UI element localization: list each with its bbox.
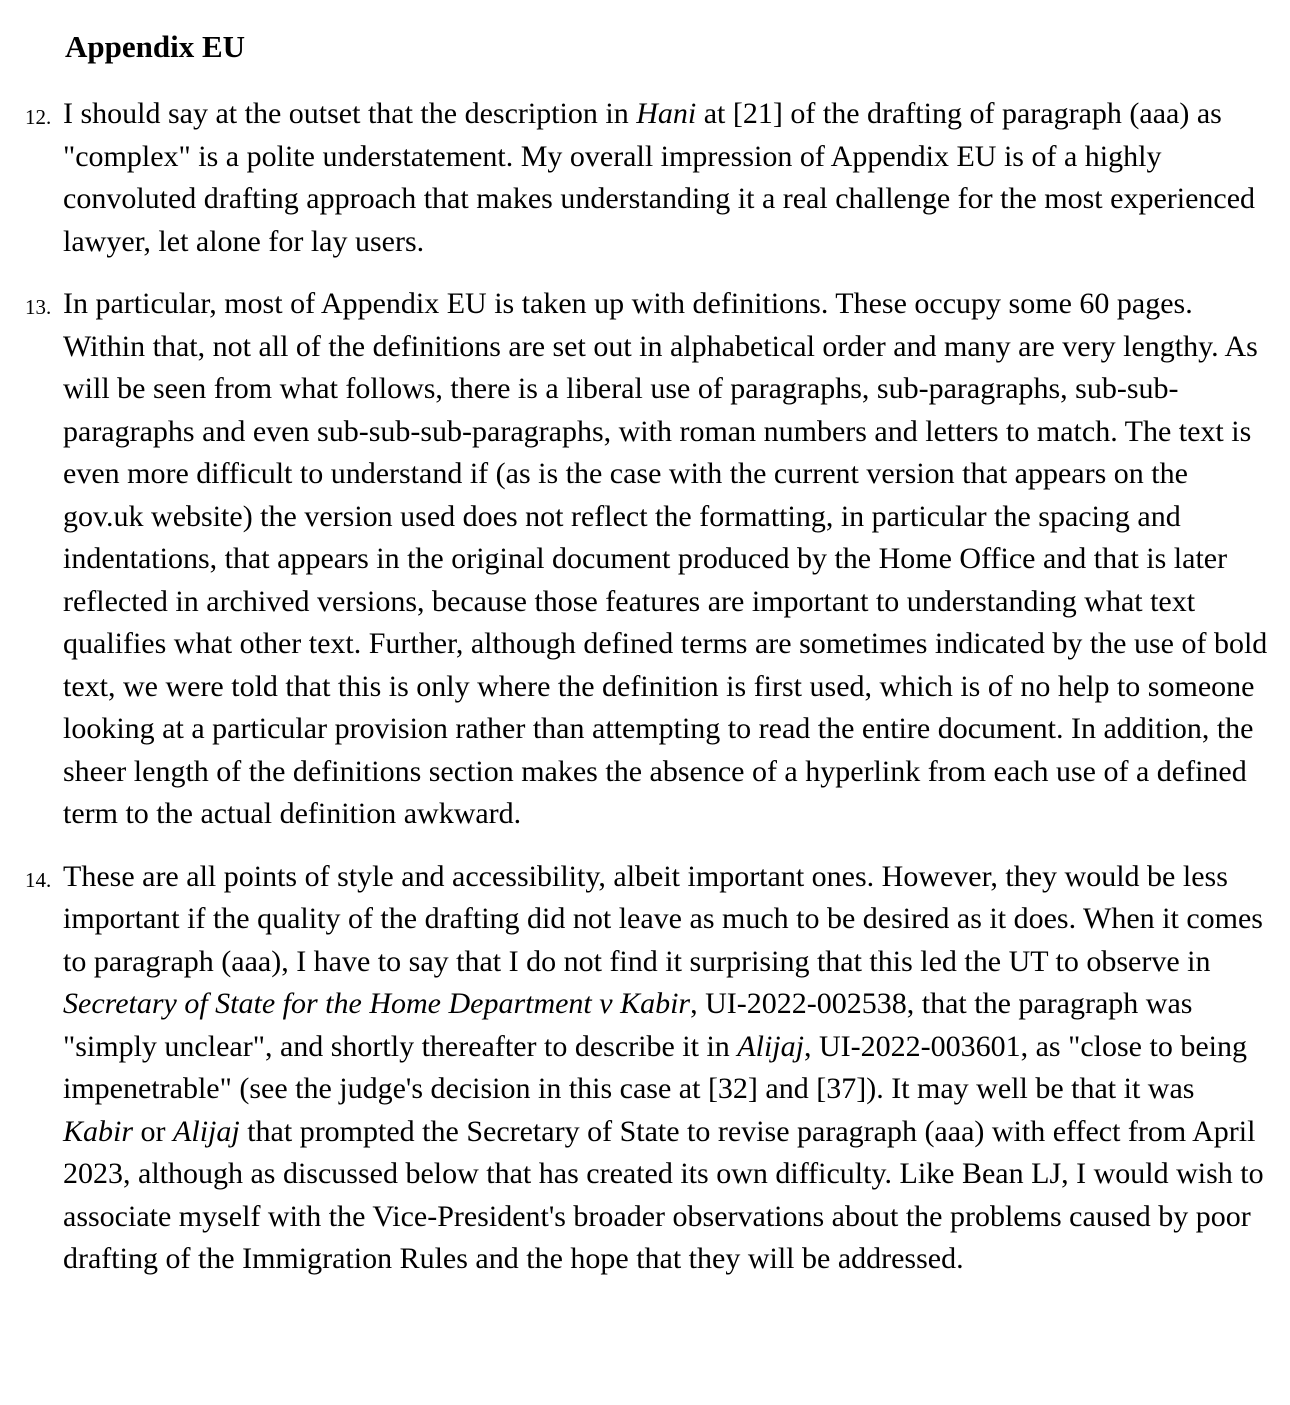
text-run: These are all points of style and accessibility, albeit important ones. However, they would be less important if the quality of the drafting did not leave as much to be desired as it does. When it comes to paragraph (aaa), I have to say that I do not find it surprising that this led the UT to observe in bbox=[63, 859, 1263, 978]
paragraph-number: 14. bbox=[25, 867, 52, 892]
text-run: that prompted the Secretary of State to revise paragraph (aaa) with effect from April 2023, although as discussed below that has created its own difficulty. Like Bean LJ, I would wish to associate myself with the Vice-President's broader observations about the problems caused by poor drafting of the Immigration Rules and the hope that they will be addressed. bbox=[63, 1114, 1264, 1275]
paragraph-text bbox=[63, 93, 1270, 263]
text-run: , UI-2022-003601, as "close to being impenetrable" (see the judge's decision in this case at [32] and [37]). It may well be that it was bbox=[63, 1029, 1247, 1105]
paragraph-text bbox=[63, 856, 1270, 1281]
text-run: at [21] of the drafting of paragraph (aaa) as "complex" is a polite understatement. My overall impression of Appendix EU is of a highly convoluted drafting approach that makes understanding it a real challenge for the most experienced lawyer, let alone for lay users. bbox=[63, 97, 1256, 258]
paragraph bbox=[0, 283, 1270, 836]
judgment-paragraphs bbox=[0, 93, 1270, 1281]
case-name: Hani bbox=[636, 97, 697, 130]
case-name: Kabir bbox=[63, 1114, 134, 1148]
text-run: or bbox=[133, 1114, 174, 1148]
paragraph bbox=[0, 856, 1270, 1281]
case-name: Alijaj bbox=[173, 1114, 240, 1148]
paragraph-number: 13. bbox=[25, 295, 52, 319]
case-name: Secretary of State for the Home Department v Kabir bbox=[63, 987, 691, 1020]
paragraph bbox=[0, 93, 1270, 263]
text-run: In particular, most of Appendix EU is taken up with definitions. These occupy some 60 pages. Within that, not all of the definitions are set out in alphabetical order and many are very lengthy. As will be seen from what follows, there is a liberal use of paragraphs, sub-paragraphs, sub-sub-paragraphs and even sub-sub-sub-paragraphs, with roman numbers and letters to match. The text is even more difficult to understand if (as is the case with the current version that appears on the gov.uk website) the version used does not reflect the formatting, in particular the spacing and indentations, that appears in the original document produced by the Home Office and that is later reflected in archived versions, because those features are important to understanding what text qualifies what other text. Further, although defined terms are sometimes indicated by the use of bold text, we were told that this is only where the definition is first used, which is of no help to someone looking at a particular provision rather than attempting to read the entire document. In addition, the sheer length of the definitions section makes the absence of a hyperlink from each use of a defined term to the actual definition awkward. bbox=[63, 287, 1268, 830]
paragraph-text bbox=[63, 283, 1270, 836]
section-heading: Appendix EU bbox=[65, 29, 246, 64]
text-run: , UI-2022-002538, that the paragraph was "simply unclear", and shortly thereafter to describe it in bbox=[63, 987, 1193, 1063]
paragraph-number: 12. bbox=[25, 105, 52, 129]
case-name: Alijaj bbox=[737, 1029, 804, 1063]
text-run: I should say at the outset that the description in bbox=[63, 97, 637, 130]
